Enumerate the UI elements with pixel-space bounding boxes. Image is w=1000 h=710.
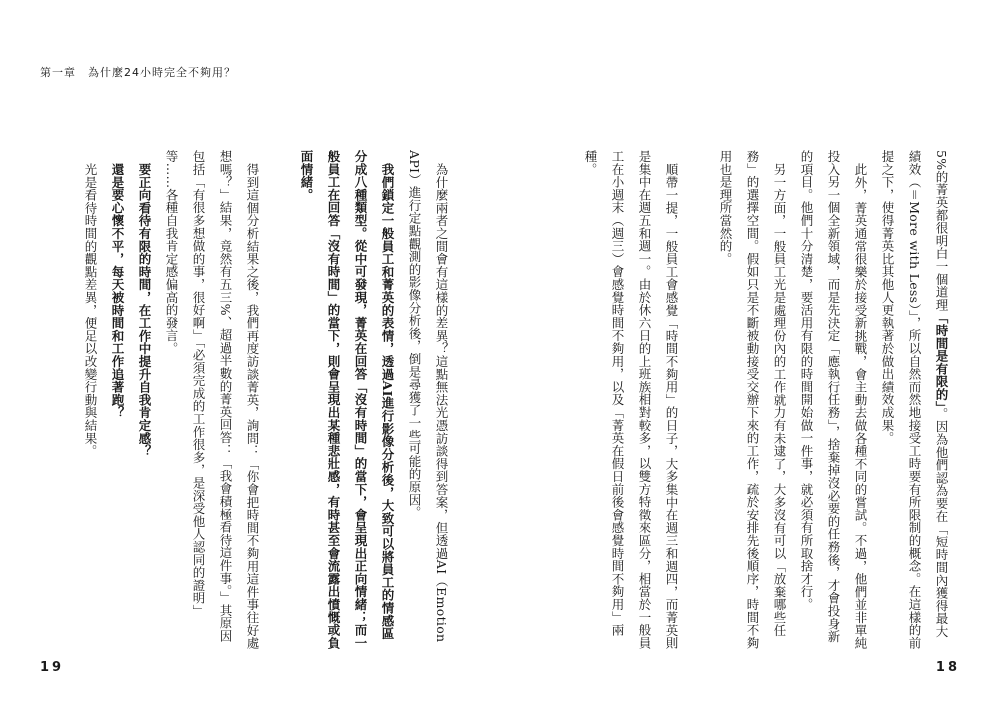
body-text: 5%的菁英都很明白一個道理 [934, 150, 949, 312]
page-number-right: 18 [935, 660, 960, 675]
left-page-paragraph [104, 150, 131, 650]
right-page-text [545, 150, 955, 650]
right-page-paragraph [577, 150, 685, 650]
right-page-paragraph [793, 150, 874, 650]
emphasis-text: 「時間是有限的」 [934, 311, 949, 408]
left-page-paragraph [77, 150, 104, 650]
emphasis-text: 要正向看待有限的時間，在工作中提升自我肯定感？ [137, 162, 152, 457]
emphasis-text: 我們鎖定一般員工和菁英的表情，透過AI進行影像分析後，大致可以將員工的情感區分成八種類型。從中可發現，菁英在回答「沒有時間」的當下，會呈現出正向情緒；而一般員工在回答「沒有時間」的當下，則會呈現出某種悲壯感，有時甚至會流露出憤慨或負面情緒。 [299, 150, 395, 650]
body-text: 另一方面，一般員工光是處理份內的工作就力有未逮了，大多沒有可以「放棄哪些任務」的選擇空間。假如只是不斷被動接受交辦下來的工作，疏於安排先後順序，時間不夠用也是理所當然的。 [718, 150, 787, 650]
right-page-paragraph [712, 150, 793, 650]
left-page-paragraph [131, 150, 158, 650]
body-text: 為什麼兩者之間會有這樣的差異？這點無法光憑訪談得到答案，但透過AI（Emotion API）進行定點觀測的影像分析後，倒是尋獲了一些可能的原因。 [407, 150, 449, 642]
running-head: 第一章 為什麼24小時完全不夠用？ [40, 66, 236, 79]
body-text: 。因為他們認為要在「短時間內獲得最大績效（＝More with Less）」，所以自然而然地接受工時要有所限制的概念。在這樣的前提之下，使得菁英比其他人更執著於做出績效成果。 [880, 150, 949, 650]
right-page-paragraph [874, 150, 955, 650]
left-page-paragraph [401, 150, 455, 650]
page-number-left: 19 [40, 660, 65, 675]
left-page-paragraph [293, 150, 401, 650]
body-text: 順帶一提，一般員工會感覺「時間不夠用」的日子，大多集中在週三和週四，而菁英則是集中在週五和週一。由於休六日的上班族相對較多，以雙方特徵來區分，相當於一般員工在小週末（週三）會感覺時間不夠用，以及「菁英在假日前後會感覺時間不夠用」兩種。 [583, 150, 679, 650]
left-page-paragraph [158, 150, 266, 650]
emphasis-text: 還是要心懷不平，每天被時間和工作追著跑？ [110, 162, 125, 419]
body-text: 此外，菁英通常很樂於接受新挑戰，會主動去做各種不同的嘗試。不過，他們並非單純投入另一個全新領域，而是先決定「應執行任務」，捨棄掉沒必要的任務後，才會投身新的項目。他們十分清楚，要活用有限的時間開始做一件事，就必須有所取捨才行。 [799, 150, 868, 649]
left-page-text [40, 150, 455, 650]
body-text: 光是看待時間的觀點差異，便足以改變行動與結果。 [83, 162, 98, 457]
body-text: 得到這個分析結果之後，我們再度訪談菁英，詢問：「你會把時間不夠用這件事往好處想嗎？」結果，竟然有五三%、超過半數的菁英回答：「我會積極看待這件事。」其原因包括「有很多想做的事，很好啊」「必須完成的工作很多，是深受他人認同的證明」等……各種自我肯定感偏高的發言。 [164, 150, 260, 649]
